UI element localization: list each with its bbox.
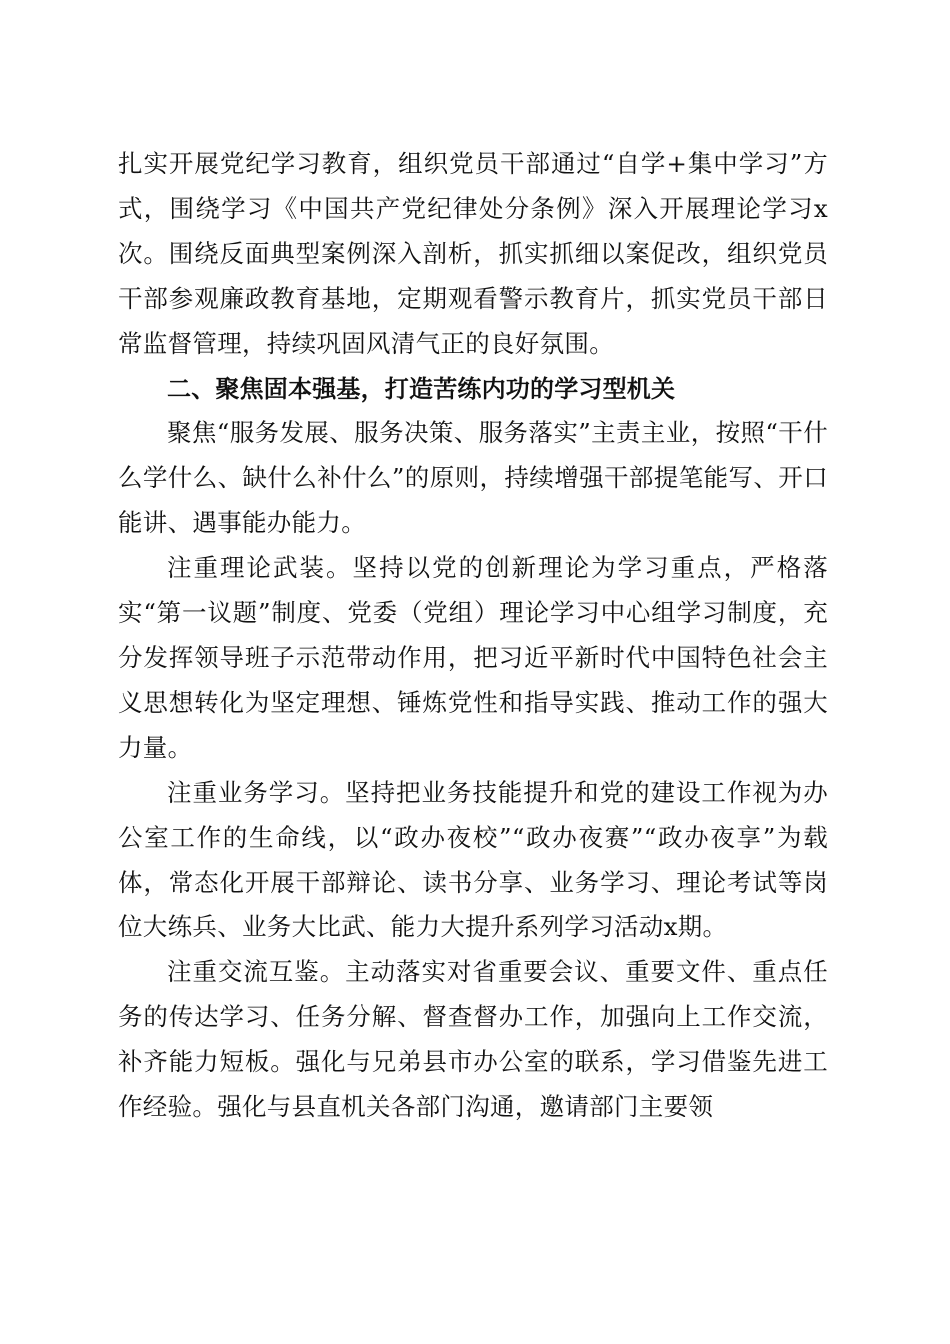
paragraph-business-study: 注重业务学习。坚持把业务技能提升和党的建设工作视为办公室工作的生命线，以“政办夜校”“政办夜赛”“政办夜享”为载体，常态化开展干部辩论、读书分享、业务学习、理论考试等岗位大练兵、业务大比武、能力大提升系列学习活动x期。 bbox=[118, 777, 828, 942]
paragraph-theory-study: 注重理论武装。坚持以党的创新理论为学习重点，严格落实“第一议题”制度、党委（党组）理论学习中心组学习制度，充分发挥领导班子示范带动作用，把习近平新时代中国特色社会主义思想转化为坚定理想、锤炼党性和指导实践、推动工作的强大力量。 bbox=[118, 553, 828, 762]
paragraph-exchange-learning: 注重交流互鉴。主动落实对省重要会议、重要文件、重点任务的传达学习、任务分解、督查督办工作，加强向上工作交流，补齐能力短板。强化与兄弟县市办公室的联系，学习借鉴先进工作经验。强化与县直机关各部门沟通，邀请部门主要领 bbox=[118, 957, 828, 1122]
paragraph-service-focus: 聚焦“服务发展、服务决策、服务落实”主责主业，按照“干什么学什么、缺什么补什么”的原则，持续增强干部提笔能写、开口能讲、遇事能办能力。 bbox=[118, 418, 828, 538]
paragraph-party-discipline-education: 扎实开展党纪学习教育，组织党员干部通过“自学+集中学习”方式，围绕学习《中国共产党纪律处分条例》深入开展理论学习x次。围绕反面典型案例深入剖析，抓实抓细以案促改，组织党员干部参观廉政教育基地，定期观看警示教育片，抓实党员干部日常监督管理，持续巩固风清气正的良好氛围。 bbox=[118, 149, 828, 358]
section-heading-two: 二、聚焦固本强基，打造苦练内功的学习型机关 bbox=[167, 374, 676, 403]
document-page bbox=[118, 142, 828, 1130]
